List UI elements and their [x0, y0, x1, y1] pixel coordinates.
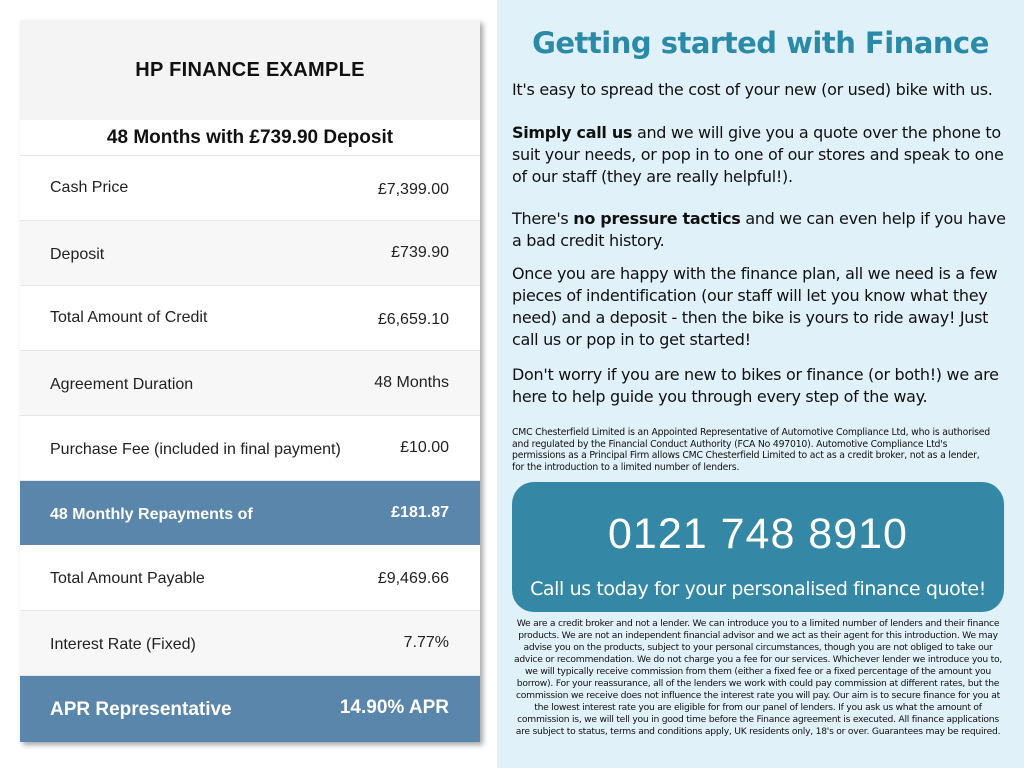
phone-callout[interactable] — [512, 482, 1004, 612]
row-interest-rate — [20, 611, 480, 676]
row-value: 7.77% — [403, 634, 449, 651]
row-cash-price — [20, 156, 480, 221]
row-value: £9,469.66 — [377, 570, 449, 587]
row-purchase-fee — [20, 416, 480, 481]
call-us-paragraph — [512, 122, 1010, 188]
table-subtitle: 48 Months with £739.90 Deposit — [20, 120, 480, 156]
row-total-credit — [20, 286, 480, 351]
row-apr-representative — [20, 676, 480, 742]
row-label: Deposit — [50, 246, 105, 263]
no-pressure-paragraph — [512, 208, 1010, 252]
row-label: 48 Monthly Repayments of — [50, 506, 253, 523]
no-pressure-start: There's — [512, 209, 574, 228]
row-deposit — [20, 221, 480, 286]
reassurance-paragraph: Don't worry if you are new to bikes or finance (or both!) we are here to help guide you through every step of the way. — [512, 365, 999, 406]
row-label: Agreement Duration — [50, 376, 194, 393]
finance-info-panel — [497, 0, 1024, 768]
row-value: £7,399.00 — [377, 181, 449, 198]
regulatory-disclaimer: CMC Chesterfield Limited is an Appointed Representative of Automotive Compliance Ltd, who is authorised and regulated by the Financial Conduct Authority (FCA No 497010). Automotive Compliance Ltd's permissions as a Principal Firm allows CMC Chesterfield Limited to act as a credit broker, not as a lender, for the introduction to a limited number of lenders. — [512, 427, 990, 473]
no-pressure-bold: no pressure tactics — [573, 209, 741, 228]
row-agreement-duration — [20, 351, 480, 416]
row-value: £10.00 — [400, 439, 449, 456]
row-label: Interest Rate (Fixed) — [50, 636, 196, 653]
row-monthly-repayments — [20, 481, 480, 546]
row-value: £181.87 — [391, 504, 449, 521]
call-us-text: and we will give you a quote over the phone to suit your needs, or pop in to one of our stores and speak to one of our staff (they are really helpful!). — [512, 123, 1004, 186]
row-label: Total Amount of Credit — [50, 309, 208, 326]
row-label: Cash Price — [50, 179, 129, 196]
call-us-bold: Simply call us — [512, 123, 633, 142]
call-to-action: Call us today for your personalised finance quote! — [530, 578, 986, 600]
row-label: Purchase Fee (included in final payment) — [50, 441, 341, 458]
no-pressure-text: and we can even help if you have a bad credit history. — [512, 209, 1006, 250]
phone-number[interactable]: 0121 748 8910 — [608, 510, 908, 558]
row-total-payable — [20, 546, 480, 611]
row-value: 14.90% APR — [339, 697, 449, 718]
panel-title: Getting started with Finance — [532, 26, 989, 60]
finance-plan-paragraph: Once you are happy with the finance plan, all we need is a few pieces of indentification (our staff will let you know what they need) and a deposit - then the bike is yours to ride away! Just call us or pop in to get started! — [512, 264, 998, 349]
row-value: £739.90 — [391, 244, 449, 261]
table-title: HP FINANCE EXAMPLE — [20, 20, 480, 120]
row-label: Total Amount Payable — [50, 570, 205, 587]
row-label: APR Representative — [50, 699, 232, 720]
row-value: 48 Months — [374, 374, 449, 391]
finance-example-table — [20, 20, 480, 742]
row-value: £6,659.10 — [377, 311, 449, 328]
broker-disclaimer: We are a credit broker and not a lender. We can introduce you to a limited number of lenders and their finance products. We are not an independent financial advisor and we act as their agent for this introduction. We may advise you on the products, subject to your personal circumstances, though you are not obliged to take our advice or recommendation. We do not charge you a fee for our services. Whichever lender we introduce you to, we will typically receive commission from them (either a fixed fee or a fixed percentage of the amount you borrow). For your reassurance, all of the lenders we work with could pay commission at different rates, but the commission we receive does not influence the interest rate you will pay. Our aim is to secure finance for you at the lowest interest rate you are eligible for from our panel of lenders. If you ask us what the amount of commission is, we will tell you in good time before the Finance agreement is executed. All finance applications are subject to status, terms and conditions apply, UK residents only, 18's or over. Guarantees may be required. — [513, 618, 1003, 737]
intro-paragraph: It's easy to spread the cost of your new (or used) bike with us. — [512, 80, 993, 99]
